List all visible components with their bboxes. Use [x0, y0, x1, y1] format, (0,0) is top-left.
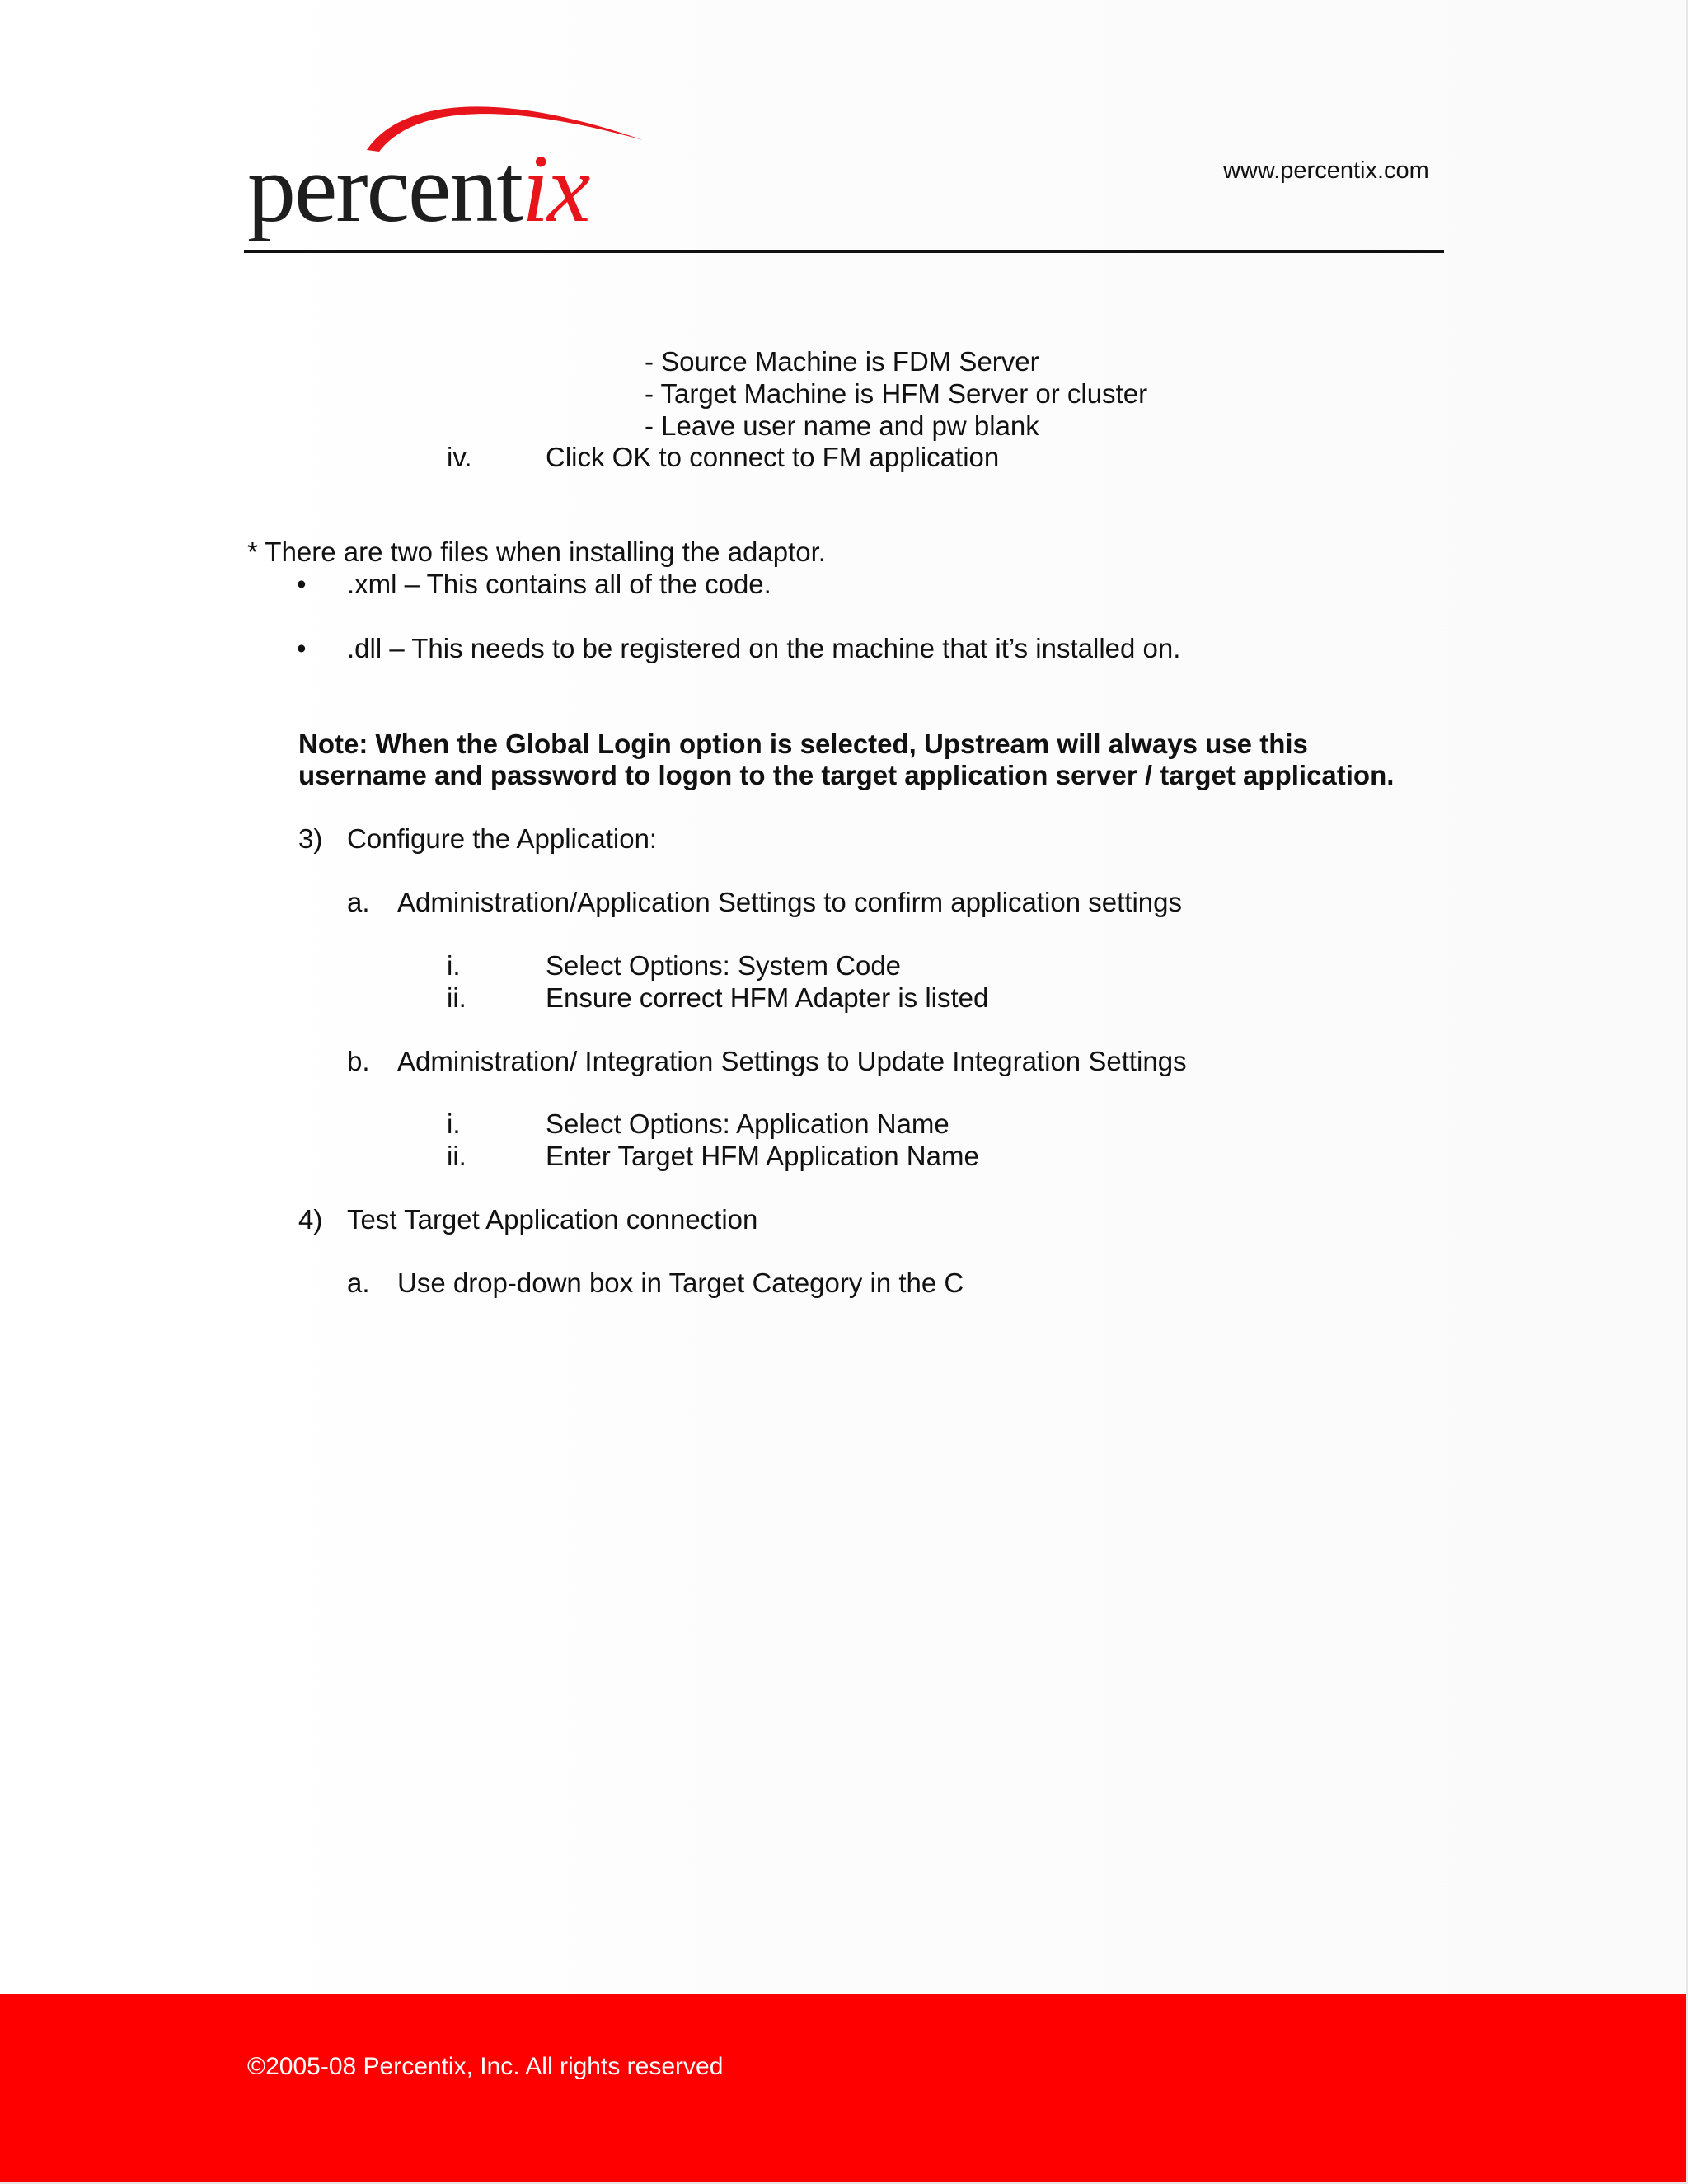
footer-copyright: ©2005-08 Percentix, Inc. All rights reserved — [247, 2053, 724, 2080]
sub-item-credentials: - Leave user name and pw blank — [645, 410, 1039, 441]
item-4-text: Test Target Application connection — [347, 1204, 758, 1235]
step-iv-number: iv. — [447, 442, 472, 472]
item-3-number: 3) — [298, 823, 323, 854]
item-3a-i-text: Select Options: System Code — [546, 950, 902, 981]
item-3b-ii-number: ii. — [447, 1141, 467, 1171]
note-line-2: username and password to logon to the target application server / target application. — [298, 760, 1395, 790]
item-3a-ii-text: Ensure correct HFM Adapter is listed — [546, 982, 989, 1013]
item-3a-letter: a. — [347, 887, 370, 917]
files-intro: * There are two files when installing the adaptor. — [247, 537, 826, 567]
bullet-icon: • — [297, 569, 307, 599]
bullet-icon: • — [297, 633, 307, 663]
item-3a-i-number: i. — [447, 950, 461, 981]
item-4a-text: Use drop-down box in Target Category in the C — [397, 1268, 964, 1298]
item-3-text: Configure the Application: — [347, 823, 658, 854]
item-3b-i-text: Select Options: Application Name — [546, 1108, 950, 1139]
bullet-xml: .xml – This contains all of the code. — [347, 569, 771, 599]
logo-wordmark: percentix — [247, 134, 589, 242]
footer-band — [0, 1994, 1688, 2184]
header-divider — [244, 250, 1444, 253]
note-line-1: Note: When the Global Login option is selected, Upstream will always use this — [298, 729, 1308, 759]
item-3b-ii-text: Enter Target HFM Application Name — [546, 1141, 979, 1171]
step-iv-text: Click OK to connect to FM application — [546, 442, 1000, 472]
header-url: www.percentix.com — [1223, 157, 1429, 184]
sub-item-source: - Source Machine is FDM Server — [645, 346, 1039, 377]
percentix-logo — [247, 92, 659, 249]
item-4a-letter: a. — [347, 1268, 370, 1298]
item-3b-i-number: i. — [447, 1108, 461, 1139]
item-3b-text: Administration/ Integration Settings to Update Integration Settings — [397, 1046, 1187, 1076]
bullet-dll: .dll – This needs to be registered on the machine that it’s installed on. — [347, 633, 1181, 663]
item-3b-letter: b. — [347, 1046, 370, 1076]
item-4-number: 4) — [298, 1204, 323, 1235]
item-3a-text: Administration/Application Settings to confirm application settings — [397, 887, 1182, 917]
item-3a-ii-number: ii. — [447, 982, 467, 1013]
sub-item-target: - Target Machine is HFM Server or cluster — [645, 378, 1148, 409]
